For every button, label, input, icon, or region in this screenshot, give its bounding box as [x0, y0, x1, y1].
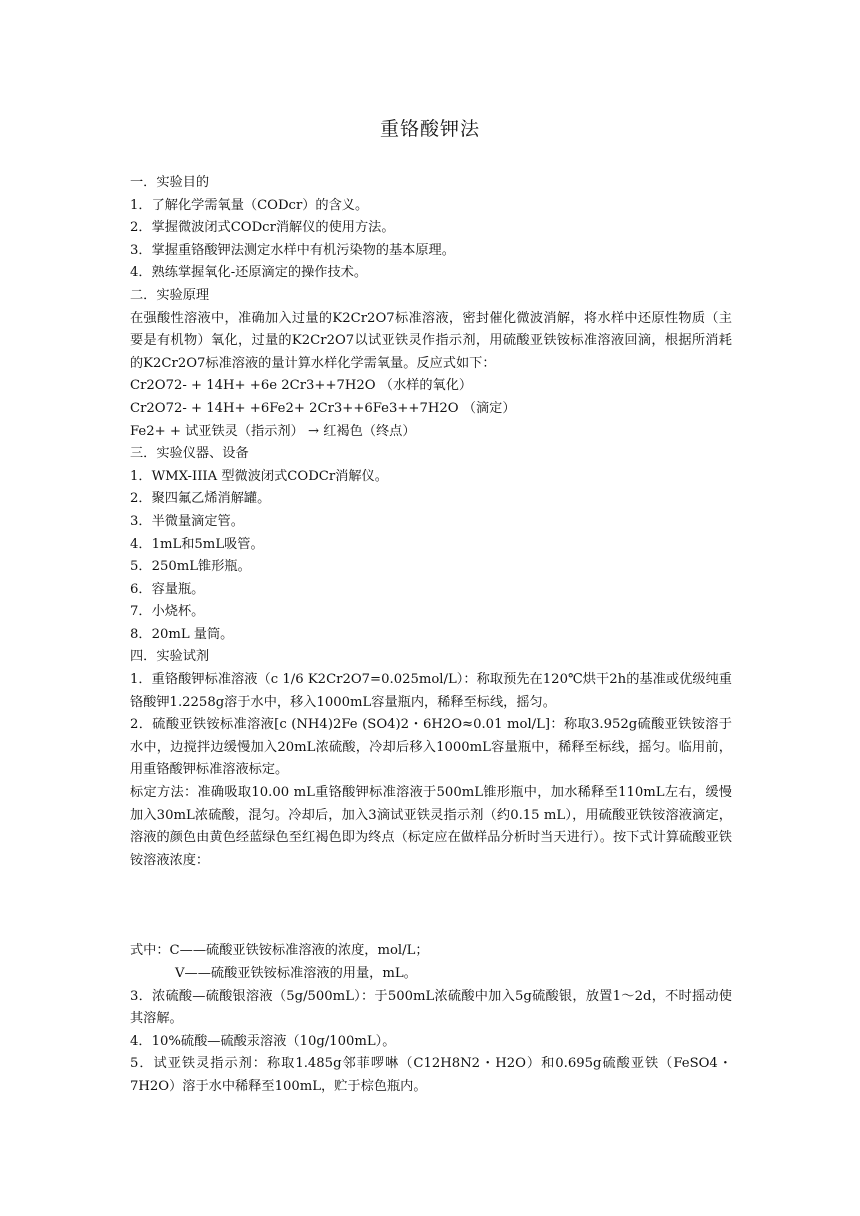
document-title: 重铬酸钾法: [379, 118, 480, 140]
reaction-equation: Fe2+ + 试亚铁灵（指示剂） → 红褐色（终点）: [130, 423, 416, 439]
purpose-item: 4．熟练掌握氧化-还原滴定的操作技术。: [130, 265, 368, 281]
reagent-paragraph: 2．硫酸亚铁铵标准溶液[c (NH4)2Fe (SO4)2・6H2O≈0.01 mol/L]：称取3.952g硫酸亚铁铵溶于水中，边搅拌边缓慢加入20mL浓硫酸，冷却后移入1000mL容量瓶中，稀释至标线，摇匀。临用前，用重铬酸钾标准溶液标定。: [130, 717, 732, 778]
equipment-item: 8．20mL 量筒。: [130, 626, 234, 642]
reaction-equation: Cr2O72- + 14H+ +6Fe2+ 2Cr3++6Fe3++7H2O （滴定）: [130, 400, 516, 416]
section-heading-principle: 二．实验原理: [130, 287, 210, 303]
reagent-paragraph: 1．重铬酸钾标准溶液（c 1/6 K2Cr2O7=0.025mol/L）：称取预先在120℃烘干2h的基准或优级纯重铬酸钾1.2258g溶于水中，移入1000mL容量瓶内，稀释至标线，摇匀。: [130, 672, 732, 710]
principle-paragraph: 在强酸性溶液中，准确加入过量的K2Cr2O7标准溶液，密封催化微波消解，将水样中还原性物质（主要是有机物）氧化，过量的K2Cr2O7以试亚铁灵作指示剂，用硫酸亚铁铵标准溶液回滴，根据所消耗的K2Cr2O7标准溶液的量计算水样化学需氧量。反应式如下：: [130, 310, 732, 371]
purpose-item: 2．掌握微波闭式CODcr消解仪的使用方法。: [130, 220, 395, 236]
reagent-paragraph: 5．试亚铁灵指示剂：称取1.485g邻菲啰啉（C12H8N2・H2O）和0.695g硫酸亚铁（FeSO4・7H2O）溶于水中稀释至100mL，贮于棕色瓶内。: [130, 1056, 732, 1094]
purpose-item: 1．了解化学需氧量（CODcr）的含义。: [130, 197, 369, 213]
formula-variable-c: 式中：C——硫酸亚铁铵标准溶液的浓度，mol/L；: [130, 943, 429, 959]
equipment-item: 5．250mL锥形瓶。: [130, 559, 251, 575]
equipment-item: 1．WMX-IIIA 型微波闭式CODCr消解仪。: [130, 468, 388, 484]
equipment-item: 7．小烧杯。: [130, 604, 205, 620]
equipment-item: 4．1mL和5mL吸管。: [130, 536, 264, 552]
purpose-item: 3．掌握重铬酸钾法测定水样中有机污染物的基本原理。: [130, 242, 455, 258]
reagent-paragraph: 3．浓硫酸—硫酸银溶液（5g/500mL）：于500mL浓硫酸中加入5g硫酸银，放置1～2d，不时摇动使其溶解。: [130, 988, 732, 1027]
section-heading-purpose: 一．实验目的: [130, 175, 210, 190]
section-heading-equipment: 三．实验仪器、设备: [130, 446, 249, 462]
formula-variable-v: V——硫酸亚铁铵标准溶液的用量，mL。: [175, 966, 417, 981]
document-body: [130, 172, 732, 1099]
calibration-paragraph: 标定方法：准确吸取10.00 mL重铬酸钾标准溶液于500mL锥形瓶中，加水稀释至110mL左右，缓慢加入30mL浓硫酸，混匀。冷却后，加入3滴试亚铁灵指示剂（约0.15 mL），用硫酸亚铁铵溶液滴定，溶液的颜色由黄色经蓝绿色至红褐色即为终点（标定应在做样品分析时当天进行）。按下式计算硫酸亚铁铵溶液浓度：: [130, 785, 732, 868]
formula-placeholder: [130, 872, 732, 940]
reaction-equation: Cr2O72- + 14H+ +6e 2Cr3++7H2O （水样的氧化）: [130, 378, 473, 394]
equipment-item: 6．容量瓶。: [130, 581, 205, 597]
reagent-paragraph: 4．10%硫酸—硫酸汞溶液（10g/100mL）。: [130, 1033, 396, 1049]
equipment-item: 2．聚四氟乙烯消解罐。: [130, 491, 271, 507]
equipment-item: 3．半微量滴定管。: [130, 513, 244, 529]
section-heading-reagents: 四．实验试剂: [130, 649, 210, 665]
